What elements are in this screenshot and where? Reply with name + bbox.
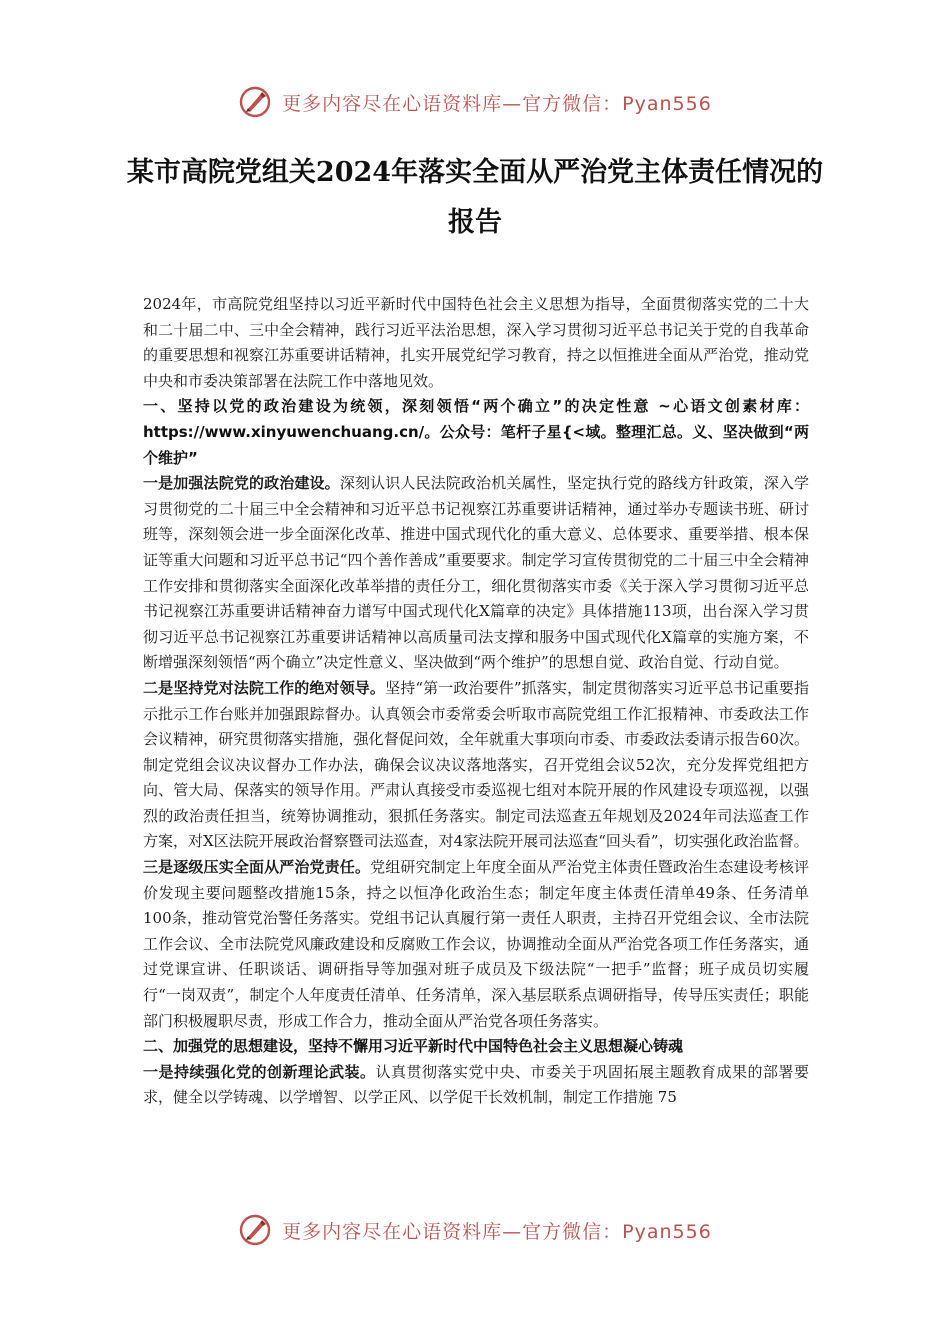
body-paragraph xyxy=(143,471,809,676)
pen-logo-icon xyxy=(238,85,272,119)
section-heading-1: 一、坚持以党的政治建设为统领，深刻领悟“两个确立”的决定性意 ~心语文创素材库：https://www.xinyuwenchuang.cn/。公众号：笔杆子星{<域。整理汇总。义、坚决做到“两个维护” xyxy=(143,397,809,467)
watermark-text: 更多内容尽在心语资料库—官方微信：Pyan556 xyxy=(282,1220,712,1243)
paragraph-lead: 二是坚持党对法院工作的绝对领导。 xyxy=(143,678,386,697)
page-title: 某市高院党组关2024年落实全面从严治党主体责任情况的报告 xyxy=(126,157,824,238)
section-heading-2: 二、加强党的思想建设，坚持不懈用习近平新时代中国特色社会主义思想凝心铸魂 xyxy=(143,1037,684,1056)
document-body xyxy=(143,292,809,1111)
body-paragraph xyxy=(143,676,809,855)
body-paragraph xyxy=(143,1060,809,1111)
paragraph-text: 深刻认识人民法院政治机关属性，坚定执行党的路线方针政策，深入学习贯彻党的二十届三中全会精神和习近平总书记视察江苏重要讲话精神，通过举办专题读书班、研讨班等，深刻领会进一步全面深化改革、推进中国式现代化的重大意义、总体要求、重要举措、根本保证等重大问题和习近平总书记“四个善作善成”重要要求。制定学习宣传贯彻党的二十届三中全会精神工作安排和贯彻落实全面深化改革举措的责任分工，细化贯彻落实市委《关于深入学习贯彻习近平总书记视察江苏重要讲话精神奋力谱写中国式现代化X篇章的决定》具体措施113项，出台深入学习贯彻习近平总书记视察江苏重要讲话精神以高质量司法支撑和服务中国式现代化X篇章的实施方案，不断增强深刻领悟“两个确立”决定性意义、坚决做到“两个维护”的思想自觉、政治自觉、行动自觉。 xyxy=(143,474,809,672)
paragraph-text: 认真贯彻落实党中央、市委关于巩固拓展主题教育成果的部署要求，健全以学铸魂、以学增智、以学正风、以学促干长效机制，制定工作措施 75 xyxy=(143,1062,809,1107)
paragraph-lead: 一是持续强化党的创新理论武装。 xyxy=(143,1062,376,1081)
watermark-text: 更多内容尽在心语资料库—官方微信：Pyan556 xyxy=(282,92,712,115)
body-paragraph xyxy=(143,855,809,1034)
paragraph-lead: 一是加强法院党的政治建设。 xyxy=(143,474,340,493)
paragraph-lead: 三是逐级压实全面从严治党责任。 xyxy=(143,858,371,877)
paragraph-text: 党组研究制定上年度全面从严治党主体责任暨政治生态建设考核评价发现主要问题整改措施15条，持之以恒净化政治生态；制定年度主体责任清单49条、任务清单100条，推动管党治警任务落实。党组书记认真履行第一责任人职责，主持召开党组会议、全市法院工作会议、全市法院党风廉政建设和反腐败工作会议，协调推动全面从严治党各项工作任务落实，通过党课宣讲、任职谈话、调研指导等加强对班子成员及下级法院“一把手”监督；班子成员切实履行“一岗双责”，制定个人年度责任清单、任务清单，深入基层联系点调研指导，传导压实责任；职能部门积极履职尽责，形成工作合力，推动全面从严治党各项任务落实。 xyxy=(143,858,809,1030)
header-watermark-banner xyxy=(0,82,950,122)
footer-watermark-banner xyxy=(0,1210,950,1250)
intro-paragraph: 2024年，市高院党组坚持以习近平新时代中国特色社会主义思想为指导，全面贯彻落实党的二十大和二十届二中、三中全会精神，践行习近平法治思想，深入学习贯彻习近平总书记关于党的自我革命的重要思想和视察江苏重要讲话精神，扎实开展党纪学习教育，持之以恒推进全面从严治党，推动党中央和市委决策部署在法院工作中落地见效。 xyxy=(143,295,809,390)
paragraph-text: 坚持“第一政治要件”抓落实，制定贯彻落实习近平总书记重要指示批示工作台账并加强跟踪督办。认真领会市委常委会听取市高院党组工作汇报精神、市委政法工作会议精神，研究贯彻落实措施，强化督促问效，全年就重大事项向市委、市委政法委请示报告60次。制定党组会议决议督办工作办法，确保会议决议落地落实，召开党组会议52次，充分发挥党组把方向、管大局、保落实的领导作用。严肃认真接受市委巡视七组对本院开展的作风建设专项巡视，以强烈的政治责任担当，统筹协调推动，狠抓任务落实。制定司法巡查五年规划及2024年司法巡查工作方案，对X区法院开展政治督察暨司法巡查，对4家法院开展司法巡查“回头看”，切实强化政治监督。 xyxy=(143,678,809,851)
pen-logo-icon xyxy=(238,1213,272,1247)
